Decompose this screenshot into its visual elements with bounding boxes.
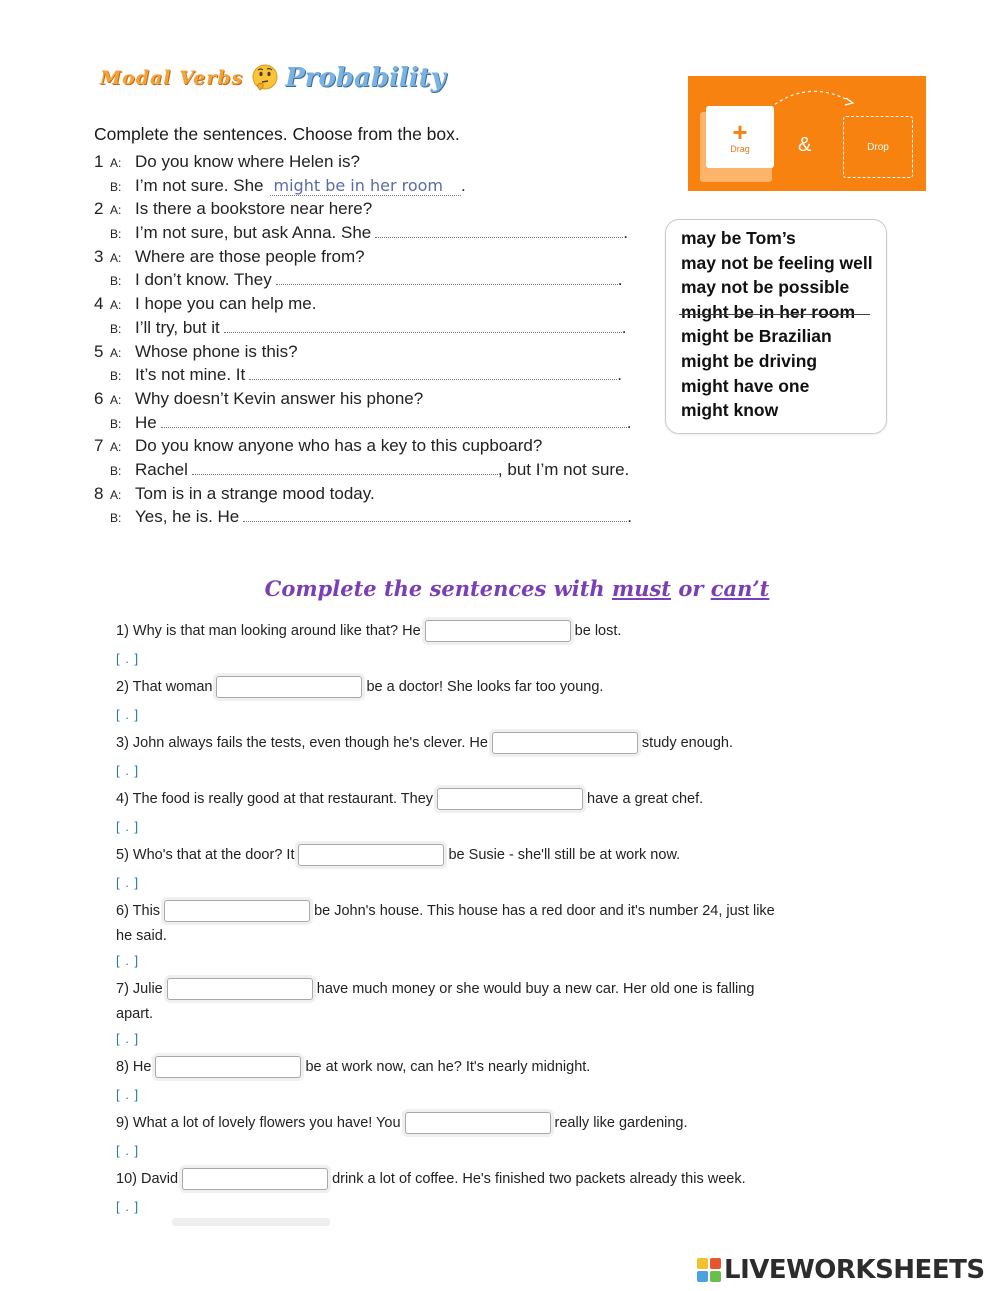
answer-drop-zone[interactable]: [243, 508, 627, 522]
question-2: [116, 673, 603, 722]
question-text: 7) Julie: [116, 981, 163, 997]
check-mark-placeholder: [ . ]: [116, 953, 140, 968]
curved-arrow-icon: [768, 82, 858, 112]
answer-input[interactable]: [425, 620, 571, 642]
exercise1-row-b: [94, 507, 654, 531]
question-7: [116, 975, 754, 1046]
line-b-end: .: [461, 175, 466, 195]
answer-input[interactable]: [492, 732, 638, 754]
exercise1-row-b: [94, 413, 654, 437]
worksheet-title: [100, 58, 446, 98]
word-box: [665, 219, 887, 434]
speaker-b: B:: [110, 321, 122, 336]
exercise1-row-b: [94, 460, 654, 484]
speaker-b: B:: [110, 179, 122, 194]
exercise1-row-a: [94, 199, 654, 223]
question-text-after: have much money or she would buy a new car. Her old one is falling: [316, 981, 755, 997]
item-number: 1: [94, 152, 104, 171]
exercise1-row-a: [94, 484, 654, 508]
question-1: [116, 617, 621, 666]
exercise1-row-b: [94, 270, 654, 294]
liveworksheets-logo-icon: [697, 1258, 721, 1282]
word-option[interactable]: might have one: [681, 375, 810, 396]
line-b-text: I’ll try, but it: [135, 317, 220, 337]
thinking-face-icon: [251, 64, 279, 92]
logo-text: LIVEWORKSHEETS: [724, 1255, 985, 1285]
exercise1-row-b: [94, 318, 654, 342]
line-b-end: .: [617, 365, 622, 385]
answer-input[interactable]: [437, 788, 583, 810]
title-probability: Probability: [285, 63, 446, 93]
line-a-text: Do you know anyone who has a key to this cupboard?: [135, 436, 543, 456]
answer-input[interactable]: [298, 844, 444, 866]
line-a-text: Do you know where Helen is?: [135, 152, 360, 171]
line-b-text: Yes, he is. He: [135, 507, 240, 527]
answer-drop-zone[interactable]: [192, 461, 498, 475]
question-text-after: have a great chef.: [587, 791, 704, 807]
word-option[interactable]: might be Brazilian: [681, 326, 832, 347]
question-text: 6) This: [116, 903, 161, 919]
line-a-text: Is there a bookstore near here?: [135, 199, 373, 219]
drop-zone: [843, 116, 913, 178]
exercise1-row-a: [94, 389, 654, 413]
answer-input[interactable]: [155, 1056, 301, 1078]
item-number: 6: [94, 388, 104, 408]
question-8: [116, 1053, 590, 1102]
title-modal-verbs: Modal Verbs: [100, 67, 244, 89]
exercise1-row-b: [94, 365, 654, 389]
question-text: 2) That woman: [116, 679, 213, 695]
line-b-end: .: [621, 317, 627, 337]
answer-drop-zone[interactable]: [249, 366, 617, 380]
line-b-end: , but I’m not sure.: [497, 459, 630, 479]
answer-input[interactable]: [405, 1112, 551, 1134]
item-number: 5: [94, 341, 104, 361]
question-text: 4) The food is really good at that restaurant. They: [116, 791, 434, 807]
question-text: 3) John always fails the tests, even though he's clever. He: [116, 735, 488, 751]
check-mark-placeholder: [ . ]: [116, 1143, 140, 1158]
speaker-b: B:: [110, 511, 122, 526]
question-text-continued: he said.: [116, 928, 167, 944]
speaker-a: A:: [110, 345, 122, 360]
speaker-b: B:: [110, 416, 122, 431]
check-mark-placeholder: [ . ]: [116, 1199, 140, 1214]
exercise1-instruction: Complete the sentences. Choose from the box.: [94, 124, 460, 144]
check-mark-placeholder: [ . ]: [116, 707, 140, 722]
question-9: [116, 1109, 688, 1158]
answer-input[interactable]: [167, 978, 313, 1000]
answer-drop-zone[interactable]: [375, 224, 623, 238]
speaker-b: B:: [110, 463, 122, 478]
answer-input[interactable]: [182, 1168, 328, 1190]
speaker-a: A:: [110, 203, 122, 218]
speaker-a: A:: [110, 298, 122, 313]
drop-label: Drop: [867, 141, 889, 153]
line-b-end: .: [617, 270, 623, 290]
item-number: 7: [94, 436, 104, 456]
answer-drop-zone[interactable]: [276, 271, 618, 285]
exercise1-row-a: [94, 342, 654, 366]
drag-card: [706, 106, 774, 168]
drag-drop-banner: [688, 76, 926, 191]
speaker-b: B:: [110, 227, 122, 242]
question-4: [116, 785, 703, 834]
exercise1-row-a: [94, 247, 654, 271]
question-text-after: be John's house. This house has a red door and it's number 24, just like: [314, 903, 775, 919]
line-b-text: I don’t know. They: [135, 270, 272, 290]
line-b-end: .: [623, 223, 628, 243]
check-mark-placeholder: [ . ]: [116, 819, 140, 834]
question-text: 8) He: [116, 1059, 152, 1075]
partial-input-offscreen: [172, 1218, 330, 1226]
exercise1-row-b: [94, 176, 654, 200]
speaker-b: B:: [110, 274, 122, 289]
item-number: 8: [94, 483, 104, 503]
line-a-text: I hope you can help me.: [135, 294, 317, 314]
word-option-used: might be in her room: [681, 302, 886, 327]
word-option[interactable]: may not be possible: [681, 277, 850, 298]
speaker-a: A:: [110, 156, 122, 170]
exercise2-title: [0, 576, 1000, 601]
line-b-text: I’m not sure, but ask Anna. She: [135, 223, 372, 243]
exercise1-row-b: [94, 223, 654, 247]
question-text-after: be Susie - she'll still be at work now.: [448, 847, 681, 863]
check-mark-placeholder: [ . ]: [116, 1031, 140, 1046]
speaker-a: A:: [110, 250, 122, 265]
word-option[interactable]: might be driving: [681, 350, 818, 371]
line-b-text: I’m not sure. She: [135, 175, 264, 195]
title-must: must: [611, 576, 671, 601]
speaker-a: A:: [110, 440, 122, 455]
title-text: Complete the sentences with: [264, 576, 605, 601]
item-number: 3: [94, 246, 104, 266]
line-b-text: Rachel: [135, 459, 188, 479]
question-6: [116, 897, 775, 968]
line-a-text: Whose phone is this?: [135, 341, 298, 361]
speaker-b: B:: [110, 369, 122, 384]
speaker-a: A:: [110, 392, 122, 407]
question-text-after: be a doctor! She looks far too young.: [366, 679, 604, 695]
question-text: 5) Who's that at the door? It: [116, 847, 295, 863]
exercise1-row-a: [94, 152, 654, 176]
question-text-after: really like gardening.: [554, 1115, 688, 1131]
line-a-text: Why doesn’t Kevin answer his phone?: [135, 388, 424, 408]
word-option[interactable]: may be Tom’s: [681, 228, 796, 248]
answer-drop-zone-filled[interactable]: might be in her room: [270, 176, 461, 196]
question-text-after: be at work now, can he? It's nearly midnight.: [305, 1059, 591, 1075]
question-text-after: study enough.: [641, 735, 734, 751]
liveworksheets-logo: [697, 1255, 985, 1285]
check-mark-placeholder: [ . ]: [116, 875, 140, 890]
word-option[interactable]: may not be feeling well: [681, 252, 873, 273]
exercise1-row-a: [94, 436, 654, 460]
item-number: 2: [94, 199, 104, 219]
exercise1-list: [94, 152, 654, 531]
speaker-a: A:: [110, 487, 122, 502]
line-b-end: .: [626, 412, 632, 432]
item-number: 4: [94, 294, 104, 314]
ampersand: &: [798, 134, 812, 156]
title-or: or: [678, 576, 704, 601]
title-cant: can’t: [710, 576, 770, 601]
check-mark-placeholder: [ . ]: [116, 763, 140, 778]
question-5: [116, 841, 680, 890]
check-mark-placeholder: [ . ]: [116, 651, 140, 666]
question-text: 9) What a lot of lovely flowers you have! You: [116, 1115, 401, 1131]
question-10: [116, 1165, 746, 1214]
word-option[interactable]: might know: [681, 400, 779, 421]
plus-icon: +: [732, 117, 748, 147]
line-b-text: It’s not mine. It: [135, 365, 246, 385]
line-b-end: .: [627, 507, 633, 527]
line-a-text: Where are those people from?: [135, 246, 365, 266]
question-text-after: drink a lot of coffee. He's finished two packets already this week.: [332, 1171, 746, 1187]
exercise1-row-a: [94, 294, 654, 318]
answer-drop-zone[interactable]: [224, 319, 622, 333]
question-text-continued: apart.: [116, 1006, 154, 1022]
check-mark-placeholder: [ . ]: [116, 1087, 140, 1102]
question-text: 10) David: [116, 1171, 179, 1187]
answer-input[interactable]: [164, 900, 310, 922]
line-a-text: Tom is in a strange mood today.: [135, 483, 375, 503]
question-3: [116, 729, 733, 778]
question-text-after: be lost.: [574, 623, 622, 639]
line-b-text: He: [135, 412, 157, 432]
question-text: 1) Why is that man looking around like that? He: [116, 623, 421, 639]
answer-drop-zone[interactable]: [161, 414, 627, 428]
drag-label: Drag: [730, 144, 750, 154]
answer-input[interactable]: [216, 676, 362, 698]
